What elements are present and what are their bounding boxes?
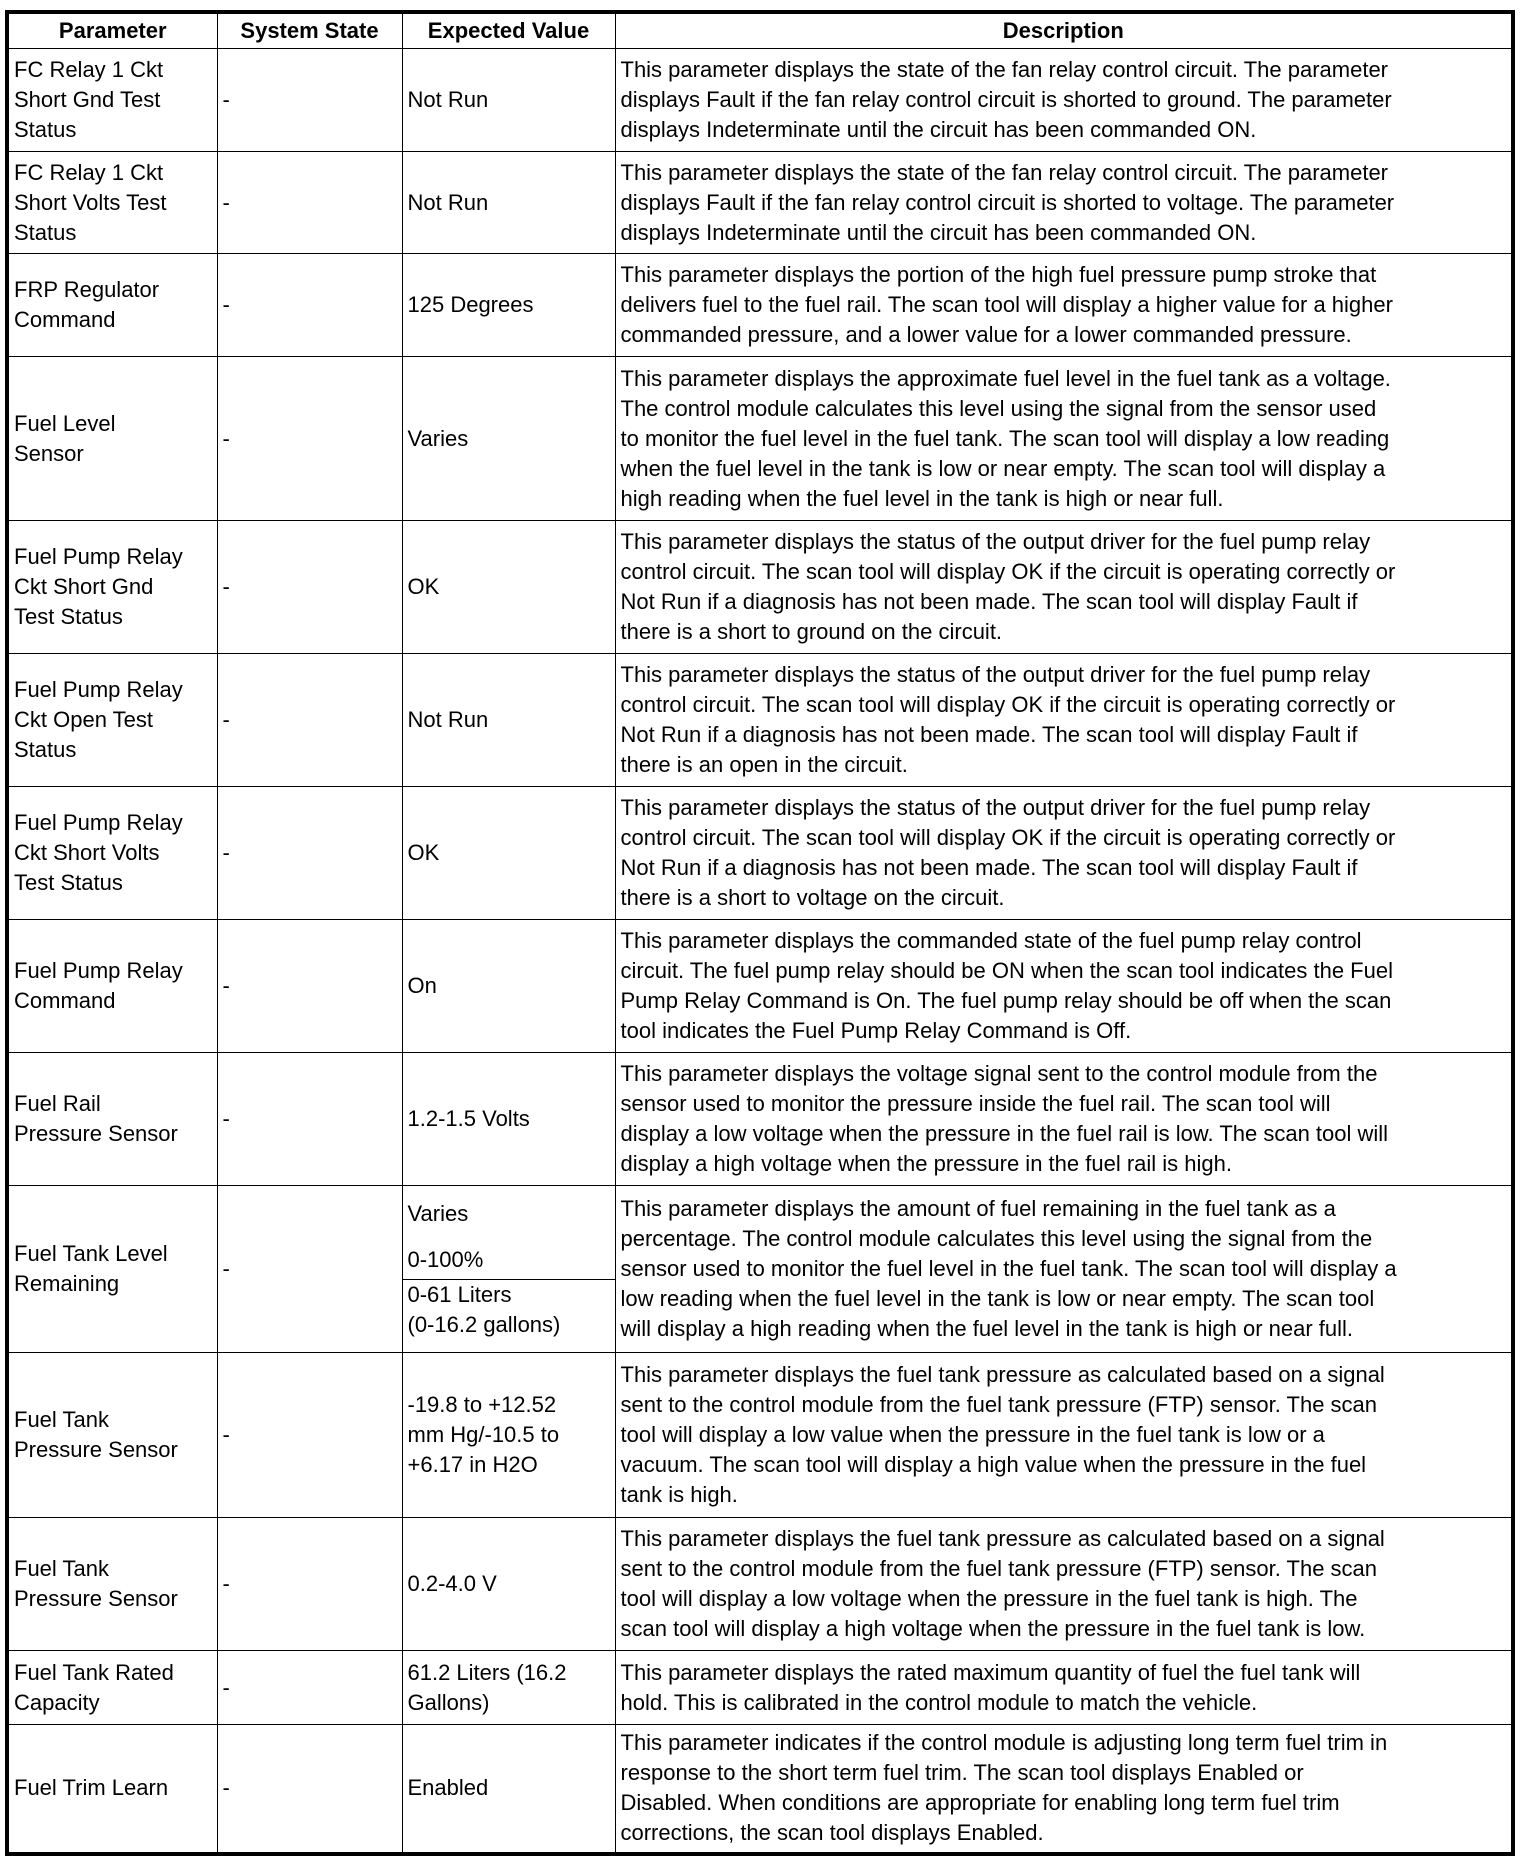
description-line: displays Indeterminate until the circuit has been commanded ON. bbox=[620, 219, 1257, 245]
expected-value-cell bbox=[402, 254, 615, 357]
system-state-cell: - bbox=[217, 521, 402, 654]
parameter-cell bbox=[7, 357, 217, 521]
description-line: high reading when the fuel level in the tank is high or near full. bbox=[620, 485, 1224, 511]
parameter-table bbox=[5, 10, 1515, 1856]
description-line: This parameter displays the state of the fan relay control circuit. The parameter bbox=[620, 57, 1389, 82]
description-line: corrections, the scan tool displays Enabled. bbox=[620, 1820, 1044, 1846]
description-line: response to the short term fuel trim. The scan tool displays Enabled or bbox=[620, 1760, 1304, 1786]
description-line: sensor used to monitor the pressure inside the fuel rail. The scan tool will bbox=[620, 1091, 1331, 1116]
description-line: control circuit. The scan tool will display OK if the circuit is operating correctly or bbox=[620, 692, 1396, 717]
table-row bbox=[7, 920, 1513, 1053]
description-cell bbox=[615, 521, 1513, 654]
parameter-line: Pressure Sensor bbox=[14, 1437, 178, 1462]
description-line: This parameter indicates if the control module is adjusting long term fuel trim in bbox=[620, 1730, 1388, 1756]
description-line: This parameter displays the fuel tank pressure as calculated based on a signal bbox=[620, 1526, 1385, 1551]
description-line: low reading when the fuel level in the tank is low or near empty. The scan tool bbox=[620, 1286, 1375, 1311]
table-row bbox=[7, 787, 1513, 920]
parameter-line: Status bbox=[14, 219, 77, 245]
expected-value-cell bbox=[402, 654, 615, 787]
expected-value-line: 61.2 Liters (16.2 bbox=[407, 1659, 567, 1685]
parameter-line: Capacity bbox=[14, 1689, 100, 1715]
description-line: Pump Relay Command is On. The fuel pump relay should be off when the scan bbox=[620, 988, 1392, 1013]
expected-value-line: Varies bbox=[407, 425, 469, 451]
table-row bbox=[7, 357, 1513, 521]
system-state-cell: - bbox=[217, 1725, 402, 1854]
description-line: when the fuel level in the tank is low or near empty. The scan tool will display a bbox=[620, 455, 1386, 481]
parameter-line: Fuel Pump Relay bbox=[14, 810, 183, 835]
header-parameter: Parameter bbox=[7, 12, 217, 49]
description-cell bbox=[615, 1053, 1513, 1186]
description-line: tool indicates the Fuel Pump Relay Command is Off. bbox=[620, 1018, 1132, 1043]
parameter-line: FRP Regulator bbox=[14, 277, 160, 302]
table-row bbox=[7, 1518, 1513, 1651]
expected-value-line: Not Run bbox=[407, 707, 489, 732]
description-line: This parameter displays the approximate fuel level in the fuel tank as a voltage. bbox=[620, 365, 1391, 391]
expected-value-line: (0-16.2 gallons) bbox=[407, 1311, 561, 1337]
parameter-line: Command bbox=[14, 307, 116, 332]
table-row bbox=[7, 1353, 1513, 1518]
expected-value-cell bbox=[402, 1725, 615, 1854]
parameter-line: Fuel Pump Relay bbox=[14, 544, 183, 569]
description-cell bbox=[615, 1518, 1513, 1651]
expected-value-line: Enabled bbox=[407, 1775, 489, 1801]
description-line: Not Run if a diagnosis has not been made. The scan tool will display Fault if bbox=[620, 855, 1358, 880]
description-line: control circuit. The scan tool will display OK if the circuit is operating correctly or bbox=[620, 559, 1396, 584]
description-line: will display a high reading when the fuel level in the tank is high or near full. bbox=[620, 1316, 1354, 1341]
description-line: percentage. The control module calculates this level using the signal from the bbox=[620, 1226, 1373, 1251]
description-line: This parameter displays the rated maximum quantity of fuel the fuel tank will bbox=[620, 1659, 1361, 1685]
description-line: display a low voltage when the pressure in the fuel rail is low. The scan tool will bbox=[620, 1121, 1389, 1146]
parameter-line: Pressure Sensor bbox=[14, 1121, 178, 1146]
parameter-cell bbox=[7, 1053, 217, 1186]
description-line: Disabled. When conditions are appropriate for enabling long term fuel trim bbox=[620, 1790, 1340, 1816]
parameter-line: Fuel Level bbox=[14, 410, 116, 436]
parameter-line: Test Status bbox=[14, 870, 123, 895]
parameter-cell bbox=[7, 521, 217, 654]
parameter-line: Fuel Pump Relay bbox=[14, 958, 183, 983]
expected-value-cell bbox=[402, 1651, 615, 1725]
table-row bbox=[7, 152, 1513, 254]
description-cell bbox=[615, 654, 1513, 787]
expected-value-line: -19.8 to +12.52 bbox=[407, 1392, 557, 1417]
expected-value-line: Not Run bbox=[407, 87, 489, 112]
parameter-cell bbox=[7, 654, 217, 787]
description-line: sensor used to monitor the fuel level in the fuel tank. The scan tool will display a bbox=[620, 1256, 1397, 1281]
expected-value-line: 0.2-4.0 V bbox=[407, 1571, 497, 1596]
table-row bbox=[7, 1651, 1513, 1725]
system-state-cell: - bbox=[217, 357, 402, 521]
parameter-cell bbox=[7, 1518, 217, 1651]
description-cell bbox=[615, 1651, 1513, 1725]
parameter-cell bbox=[7, 1725, 217, 1854]
expected-value-cell bbox=[402, 1518, 615, 1651]
header-description: Description bbox=[615, 12, 1513, 49]
description-line: hold. This is calibrated in the control module to match the vehicle. bbox=[620, 1689, 1258, 1715]
description-line: This parameter displays the commanded state of the fuel pump relay control bbox=[620, 928, 1362, 953]
parameter-line: Fuel Tank Rated bbox=[14, 1659, 174, 1685]
parameter-line: Fuel Rail bbox=[14, 1091, 101, 1116]
description-cell bbox=[615, 357, 1513, 521]
table-row bbox=[7, 521, 1513, 654]
parameter-cell bbox=[7, 1186, 217, 1353]
expected-value-cell bbox=[402, 1053, 615, 1186]
description-cell bbox=[615, 920, 1513, 1053]
expected-value-line: OK bbox=[407, 574, 440, 599]
description-line: This parameter displays the portion of the high fuel pressure pump stroke that bbox=[620, 262, 1377, 287]
parameter-cell bbox=[7, 1651, 217, 1725]
description-line: This parameter displays the status of the output driver for the fuel pump relay bbox=[620, 529, 1371, 554]
expected-value-line: Varies bbox=[407, 1200, 469, 1226]
parameter-line: Test Status bbox=[14, 604, 123, 629]
table-row bbox=[7, 654, 1513, 787]
expected-value-cell bbox=[402, 49, 615, 152]
parameter-cell bbox=[7, 920, 217, 1053]
parameter-line: Short Gnd Test bbox=[14, 87, 161, 112]
system-state-cell: - bbox=[217, 920, 402, 1053]
expected-value-line: 0-61 Liters bbox=[407, 1281, 512, 1307]
description-cell bbox=[615, 49, 1513, 152]
parameter-cell bbox=[7, 1353, 217, 1518]
expected-value-line: 125 Degrees bbox=[407, 292, 534, 317]
description-line: to monitor the fuel level in the fuel tank. The scan tool will display a low reading bbox=[620, 425, 1390, 451]
table-row bbox=[7, 49, 1513, 152]
parameter-cell bbox=[7, 254, 217, 357]
description-line: tool will display a low voltage when the pressure in the fuel tank is high. The bbox=[620, 1586, 1358, 1611]
header-row bbox=[7, 12, 1513, 49]
parameter-line: Command bbox=[14, 988, 116, 1013]
parameter-cell bbox=[7, 152, 217, 254]
description-line: The control module calculates this level using the signal from the sensor used bbox=[620, 395, 1377, 421]
table-row bbox=[7, 1053, 1513, 1186]
expected-value-line: Gallons) bbox=[407, 1689, 490, 1715]
expected-value-cell bbox=[402, 152, 615, 254]
expected-value-line: Not Run bbox=[407, 189, 489, 215]
expected-value-line: On bbox=[407, 973, 437, 998]
parameter-line: Ckt Open Test bbox=[14, 707, 153, 732]
description-line: displays Fault if the fan relay control circuit is shorted to ground. The parameter bbox=[620, 87, 1392, 112]
description-line: Not Run if a diagnosis has not been made. The scan tool will display Fault if bbox=[620, 722, 1358, 747]
expected-value-line: 1.2-1.5 Volts bbox=[407, 1106, 530, 1131]
table-row bbox=[7, 1186, 1513, 1353]
description-line: there is a short to voltage on the circuit. bbox=[620, 885, 1005, 910]
parameter-line: Remaining bbox=[14, 1271, 120, 1296]
parameter-cell bbox=[7, 787, 217, 920]
system-state-cell: - bbox=[217, 1053, 402, 1186]
parameter-line: Ckt Short Gnd bbox=[14, 574, 154, 599]
system-state-cell: - bbox=[217, 254, 402, 357]
expected-value-line: mm Hg/-10.5 to bbox=[407, 1422, 560, 1447]
parameter-line: Ckt Short Volts bbox=[14, 840, 160, 865]
description-line: This parameter displays the status of the output driver for the fuel pump relay bbox=[620, 795, 1371, 820]
system-state-cell: - bbox=[217, 654, 402, 787]
expected-value-line: +6.17 in H2O bbox=[407, 1452, 538, 1477]
parameter-line: Fuel Tank bbox=[14, 1556, 109, 1581]
description-cell bbox=[615, 787, 1513, 920]
parameter-line: Status bbox=[14, 737, 77, 762]
description-line: vacuum. The scan tool will display a high value when the pressure in the fuel bbox=[620, 1452, 1367, 1477]
system-state-cell: - bbox=[217, 1518, 402, 1651]
header-expected-value: Expected Value bbox=[402, 12, 615, 49]
system-state-cell: - bbox=[217, 49, 402, 152]
system-state-cell: - bbox=[217, 1186, 402, 1353]
system-state-cell: - bbox=[217, 787, 402, 920]
parameter-line: Fuel Tank Level bbox=[14, 1241, 168, 1266]
description-line: tank is high. bbox=[620, 1482, 738, 1507]
table-row bbox=[7, 1725, 1513, 1854]
description-line: commanded pressure, and a lower value for a lower commanded pressure. bbox=[620, 322, 1352, 347]
parameter-cell bbox=[7, 49, 217, 152]
description-line: sent to the control module from the fuel tank pressure (FTP) sensor. The scan bbox=[620, 1392, 1378, 1417]
expected-value-cell bbox=[402, 920, 615, 1053]
expected-value-line: OK bbox=[407, 840, 440, 865]
description-line: display a high voltage when the pressure in the fuel rail is high. bbox=[620, 1151, 1232, 1176]
description-line: there is an open in the circuit. bbox=[620, 752, 908, 777]
expected-value-cell bbox=[402, 521, 615, 654]
description-line: sent to the control module from the fuel tank pressure (FTP) sensor. The scan bbox=[620, 1556, 1378, 1581]
description-line: displays Indeterminate until the circuit has been commanded ON. bbox=[620, 117, 1257, 142]
description-line: displays Fault if the fan relay control circuit is shorted to voltage. The parameter bbox=[620, 189, 1395, 215]
parameter-line: Fuel Pump Relay bbox=[14, 677, 183, 702]
description-cell bbox=[615, 1725, 1513, 1854]
parameter-line: Pressure Sensor bbox=[14, 1586, 178, 1611]
description-line: delivers fuel to the fuel rail. The scan tool will display a higher value for a higher bbox=[620, 292, 1393, 317]
expected-value-cell bbox=[402, 357, 615, 521]
description-line: tool will display a low value when the pressure in the fuel tank is low or a bbox=[620, 1422, 1325, 1447]
description-line: This parameter displays the state of the fan relay control circuit. The parameter bbox=[620, 159, 1389, 185]
system-state-cell: - bbox=[217, 1353, 402, 1518]
expected-value-cell bbox=[402, 787, 615, 920]
system-state-cell: - bbox=[217, 152, 402, 254]
description-line: This parameter displays the status of the output driver for the fuel pump relay bbox=[620, 662, 1371, 687]
description-line: This parameter displays the voltage signal sent to the control module from the bbox=[620, 1061, 1378, 1086]
parameter-line: Fuel Trim Learn bbox=[14, 1775, 169, 1801]
table-body bbox=[7, 49, 1513, 1854]
description-cell bbox=[615, 254, 1513, 357]
description-line: This parameter displays the amount of fuel remaining in the fuel tank as a bbox=[620, 1196, 1336, 1221]
parameter-line: Short Volts Test bbox=[14, 189, 167, 215]
description-cell bbox=[615, 1353, 1513, 1518]
parameter-line: FC Relay 1 Ckt bbox=[14, 57, 164, 82]
parameter-line: Sensor bbox=[14, 440, 84, 466]
system-state-cell: - bbox=[217, 1651, 402, 1725]
description-cell bbox=[615, 1186, 1513, 1353]
description-line: circuit. The fuel pump relay should be ON when the scan tool indicates the Fuel bbox=[620, 958, 1393, 983]
description-line: control circuit. The scan tool will display OK if the circuit is operating correctly or bbox=[620, 825, 1396, 850]
description-line: there is a short to ground on the circuit. bbox=[620, 619, 1003, 644]
description-line: scan tool will display a high voltage when the pressure in the fuel tank is low. bbox=[620, 1616, 1366, 1641]
description-line: This parameter displays the fuel tank pressure as calculated based on a signal bbox=[620, 1362, 1385, 1387]
expected-value-bottom bbox=[403, 1280, 615, 1340]
parameter-line: FC Relay 1 Ckt bbox=[14, 159, 164, 185]
parameter-line: Fuel Tank bbox=[14, 1407, 109, 1432]
table-row bbox=[7, 254, 1513, 357]
expected-value-line: 0-100% bbox=[407, 1246, 484, 1272]
description-line: Not Run if a diagnosis has not been made. The scan tool will display Fault if bbox=[620, 589, 1358, 614]
expected-value-top bbox=[403, 1199, 615, 1280]
header-system-state: System State bbox=[217, 12, 402, 49]
expected-value-cell bbox=[402, 1186, 615, 1353]
expected-value-cell bbox=[402, 1353, 615, 1518]
description-cell bbox=[615, 152, 1513, 254]
parameter-line: Status bbox=[14, 117, 77, 142]
